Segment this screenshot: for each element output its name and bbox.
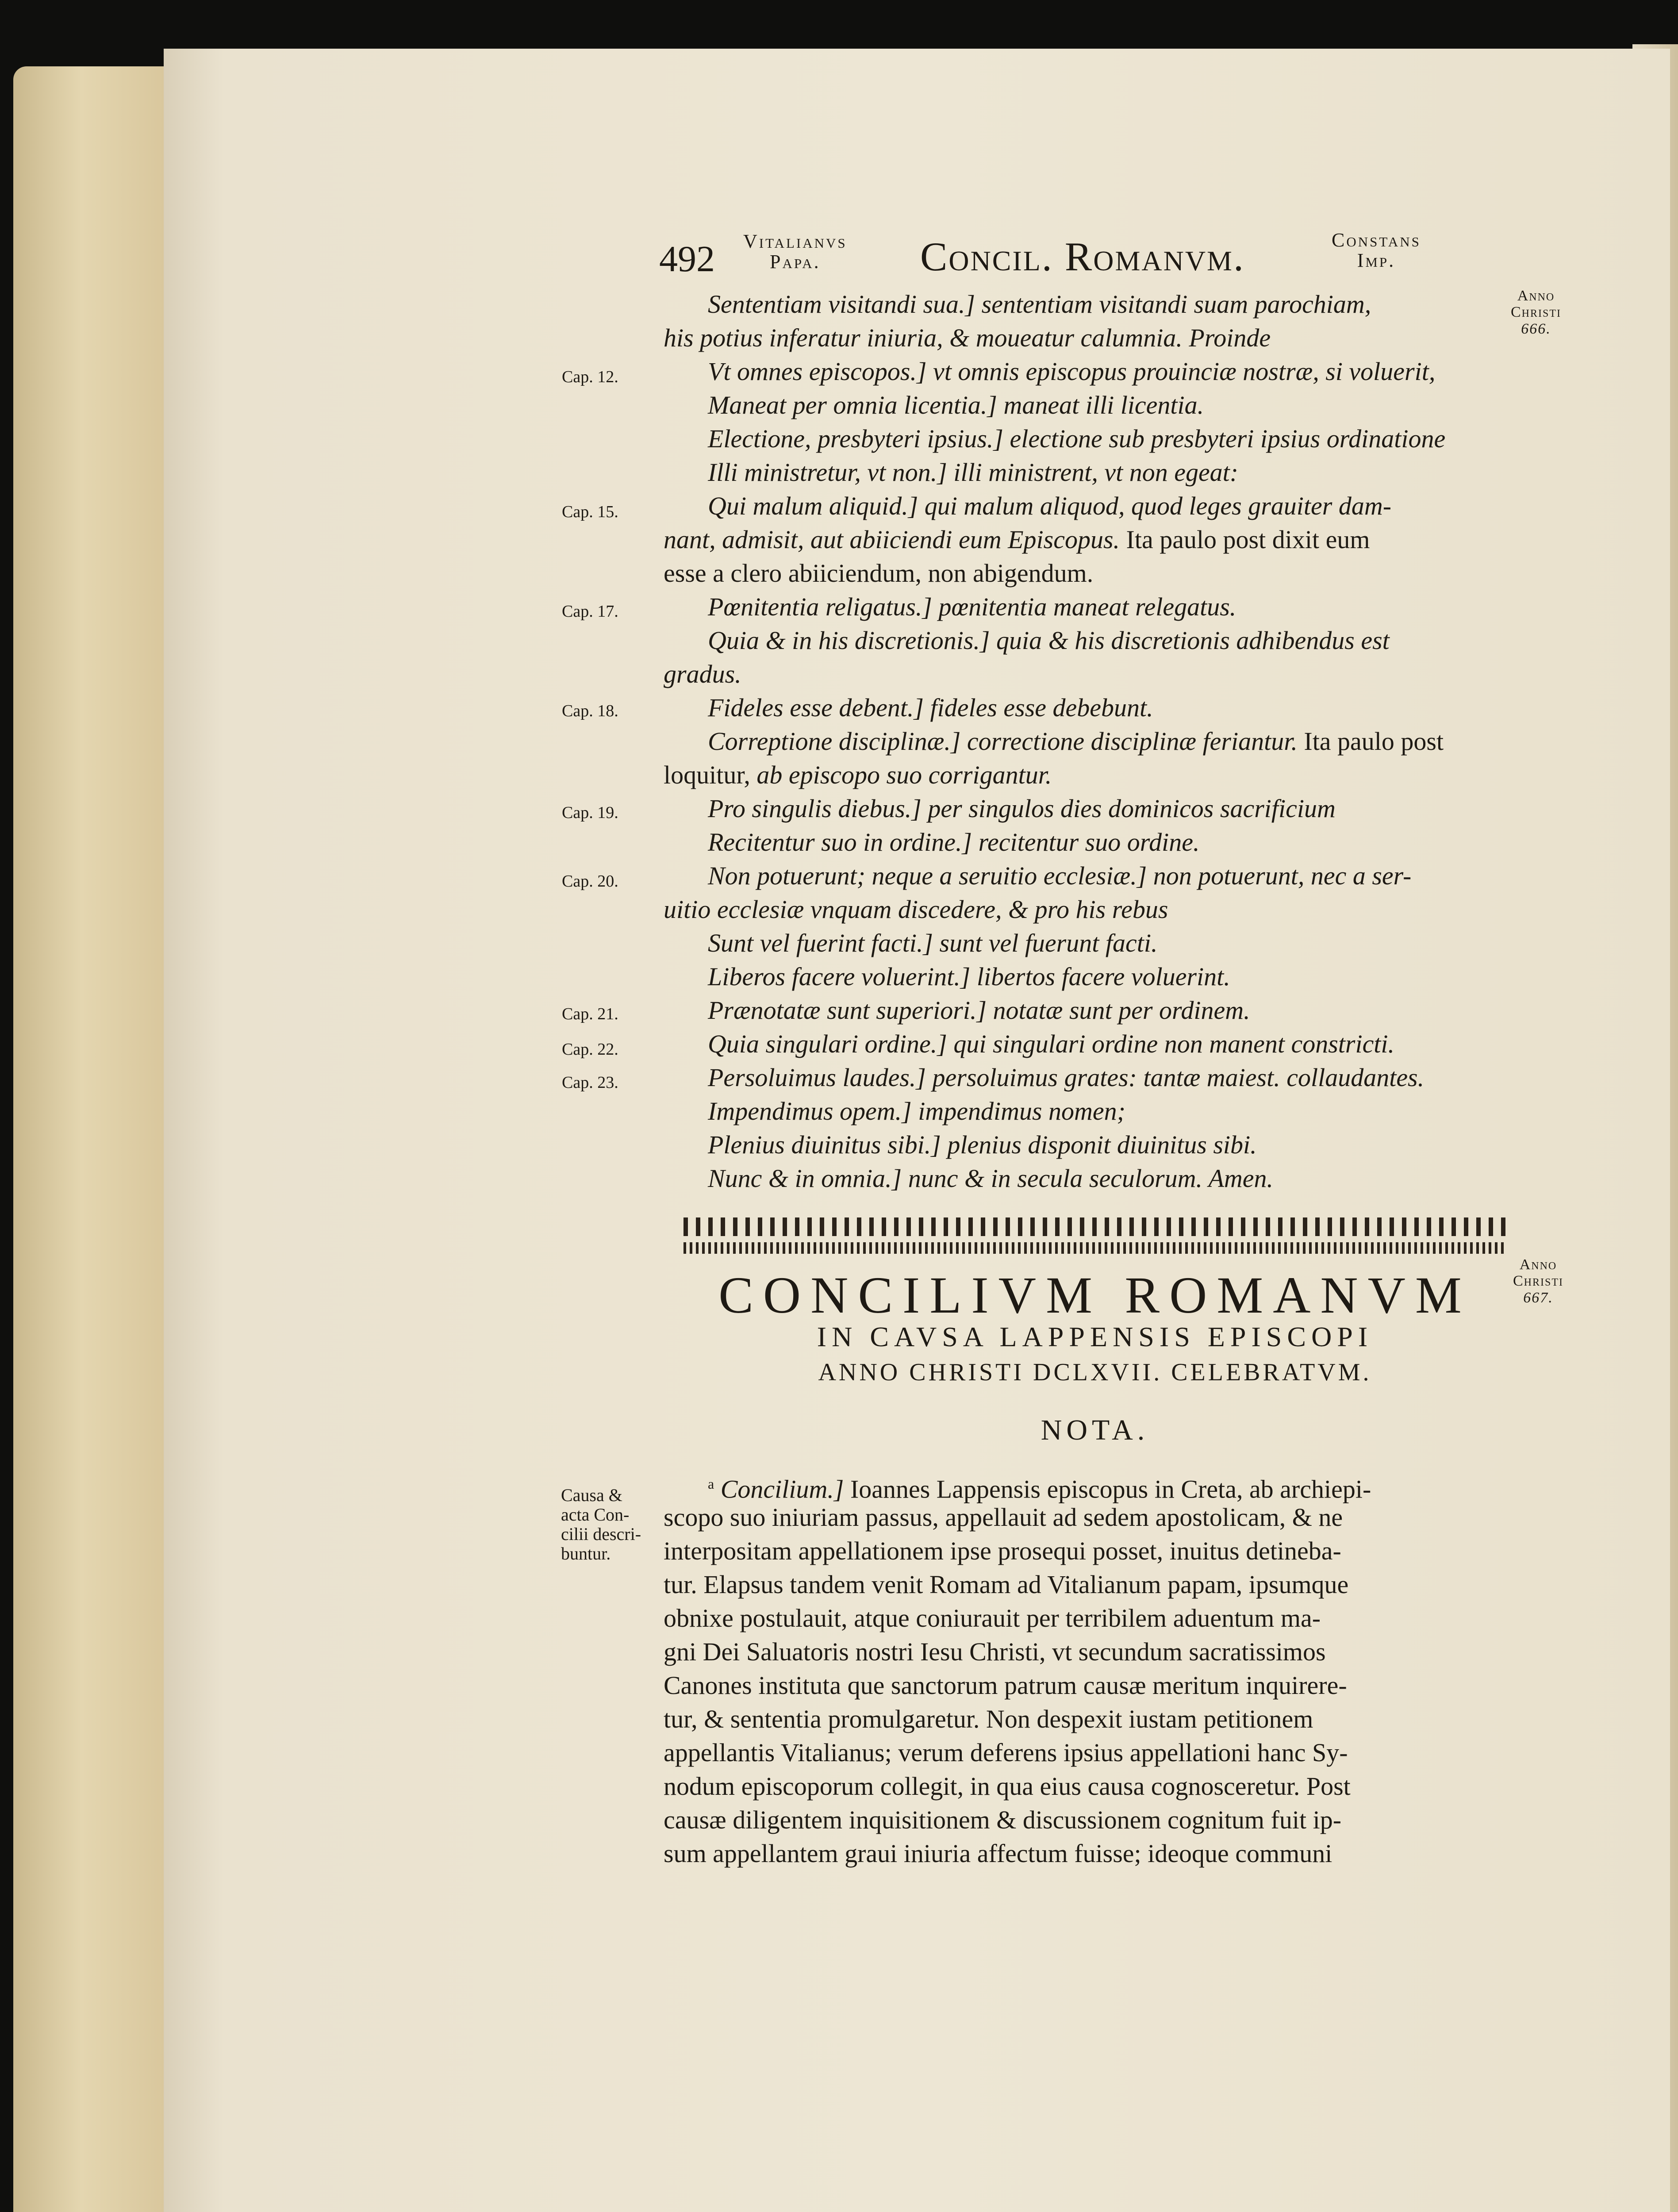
note-line (664, 725, 1504, 758)
note-roman: loquitur, (664, 760, 750, 789)
note-line (664, 321, 1504, 355)
note-line (664, 859, 1504, 893)
body-line: obnixe postulauit, atque coniurauit per terribilem aduentum ma- (664, 1604, 1321, 1632)
note-lemma: Sunt vel fuerint facti.] sunt vel fuerunt facti. (708, 929, 1158, 957)
note-lemma: gradus. (664, 660, 741, 688)
note-lemma: Liberos facere voluerint.] libertos facere voluerint. (708, 962, 1230, 991)
body-line: Canones instituta que sanctorum patrum causæ meritum inquirere- (664, 1671, 1347, 1700)
page-number: 492 (659, 238, 715, 280)
note-lemma: Nunc & in omnia.] nunc & in secula seculorum. Amen. (708, 1164, 1274, 1193)
anno-christi-667 (1513, 1256, 1563, 1306)
side-note-line: acta Con- (561, 1505, 630, 1525)
side-note-line: Causa & (561, 1485, 622, 1505)
note-line (664, 456, 1504, 489)
note-line (664, 422, 1504, 456)
note-lemma: Vt omnes episcopos.] vt omnis episcopus prouinciæ nostræ, si voluerit, (708, 357, 1436, 386)
note-line (664, 557, 1504, 590)
cap-label: Cap. 19. (562, 803, 618, 822)
note-line (664, 1162, 1504, 1195)
note-line (664, 758, 1504, 792)
cap-label: Cap. 12. (562, 368, 618, 386)
body-line: tur. Elapsus tandem venit Romam ad Vitalianum papam, ipsumque (664, 1570, 1349, 1599)
note-line (664, 355, 1504, 388)
anno-christi-666 (1511, 288, 1561, 337)
note-lemma: Qui malum aliquid.] qui malum aliquod, quod leges grauiter dam- (708, 492, 1392, 520)
note-lemma: Fideles esse debent.] fideles esse debebunt. (708, 693, 1153, 722)
council-subtitle: IN CAVSA LAPPENSIS EPISCOPI (817, 1321, 1373, 1352)
note-line (664, 926, 1504, 960)
body-line: appellantis Vitalianus; verum deferens ipsius appellationi hanc Sy- (664, 1738, 1348, 1767)
body-line: tur, & sententia promulgaretur. Non despexit iustam petitionem (664, 1705, 1313, 1733)
note-lemma: Quia & in his discretionis.] quia & his discretionis adhibendus est (708, 626, 1390, 655)
cap-label: Cap. 20. (562, 872, 618, 891)
header-title: Concil. Romanvm. (920, 234, 1245, 279)
note-line (664, 792, 1504, 826)
ornamental-band (683, 1217, 1506, 1254)
body-line: gni Dei Saluatoris nostri Iesu Christi, vt secundum sacratissimos (664, 1637, 1326, 1666)
note-lemma: Correptione disciplinæ.] correctione disciplinæ feriantur. (708, 727, 1298, 756)
nota-body-text (664, 1468, 1522, 1871)
header-left-line2: Papa. (769, 251, 821, 273)
anno-line: Anno (1517, 288, 1555, 304)
note-lemma: Impendimus opem.] impendimus nomen; (708, 1097, 1125, 1125)
header-right (1332, 230, 1421, 271)
note-lemma: Non potuerunt; neque a seruitio ecclesiæ.] non potuerunt, nec a ser- (708, 861, 1412, 890)
note-roman: esse a clero abiiciendum, non abigendum. (664, 559, 1094, 588)
side-note-line: buntur. (561, 1544, 611, 1563)
note-line (664, 994, 1504, 1027)
note-line (664, 1128, 1504, 1162)
note-lemma: Electione, presbyteri ipsius.] electione sub presbyteri ipsius ordinatione (708, 424, 1446, 453)
body-line: causæ diligentem inquisitionem & discussionem cognitum fuit ip- (664, 1805, 1342, 1834)
notes-text-block (664, 288, 1504, 1195)
note-line (664, 624, 1504, 657)
book-fore-edge (13, 66, 164, 2212)
nota-heading: NOTA. (1041, 1414, 1149, 1446)
note-line (664, 288, 1504, 321)
anno-line: Christi (1513, 1273, 1564, 1290)
note-lemma: ab episcopo suo corrigantur. (750, 760, 1052, 789)
body-line (664, 1468, 1522, 1502)
note-roman: Ita paulo post (1297, 727, 1444, 756)
body-lemma: Concilium.] (720, 1475, 844, 1504)
note-lemma: Pœnitentia religatus.] pœnitentia maneat relegatus. (708, 592, 1236, 621)
anno-line: Anno (1519, 1256, 1557, 1273)
header-right-line1: Constans (1332, 229, 1421, 251)
footnote-marker: a (708, 1476, 714, 1492)
body-line: nodum episcoporum collegit, in qua eius causa cognosceretur. Post (664, 1772, 1351, 1801)
note-lemma: Maneat per omnia licentia.] maneat illi licentia. (708, 391, 1204, 419)
anno-line: 667. (1523, 1289, 1553, 1306)
note-lemma: his potius inferatur iniuria, & moueatur calumnia. Proinde (664, 323, 1271, 352)
note-lemma: Recitentur suo in ordine.] recitentur suo ordine. (708, 828, 1200, 856)
note-lemma: Sententiam visitandi sua.] sententiam visitandi suam parochiam, (708, 290, 1371, 319)
cap-label: Cap. 18. (562, 702, 618, 720)
side-note (561, 1486, 641, 1563)
side-note-line: cilii descri- (561, 1524, 641, 1544)
body-line: interpositam appellationem ipse prosequi posset, inuitus detineba- (664, 1536, 1341, 1565)
note-line (664, 523, 1504, 557)
note-line (664, 691, 1504, 725)
note-line (664, 1094, 1504, 1128)
note-line (664, 1061, 1504, 1094)
note-line (664, 960, 1504, 994)
note-line (664, 893, 1504, 926)
anno-line: Christi (1511, 304, 1562, 321)
header-right-line2: Imp. (1357, 250, 1396, 272)
note-line (664, 388, 1504, 422)
council-title: CONCILIVM ROMANVM (718, 1266, 1471, 1324)
header-left-line1: Vitalianvs (743, 230, 847, 252)
note-lemma: Pro singulis diebus.] per singulos dies dominicos sacrificium (708, 794, 1336, 823)
body-line-text: Ioannes Lappensis episcopus in Creta, ab archiepi- (844, 1475, 1371, 1504)
council-date-line: ANNO CHRISTI DCLXVII. CELEBRATVM. (818, 1359, 1372, 1386)
cap-label: Cap. 23. (562, 1073, 618, 1092)
note-lemma: Plenius diuinitus sibi.] plenius disponit diuinitus sibi. (708, 1130, 1257, 1159)
note-lemma: uitio ecclesiæ vnquam discedere, & pro his rebus (664, 895, 1168, 924)
anno-line: 666. (1521, 320, 1551, 337)
header-left (743, 231, 847, 272)
cap-label: Cap. 17. (562, 602, 618, 621)
cap-label: Cap. 22. (562, 1040, 618, 1059)
note-lemma: Quia singulari ordine.] qui singulari ordine non manent constricti. (708, 1029, 1395, 1058)
note-lemma: Persoluimus laudes.] persoluimus grates: tantæ maiest. collaudantes. (708, 1063, 1425, 1092)
cap-label: Cap. 15. (562, 503, 618, 521)
note-line (664, 489, 1504, 523)
note-lemma: nant, admisit, aut abiiciendi eum Episcopus. (664, 525, 1120, 554)
note-line (664, 826, 1504, 859)
body-line: scopo suo iniuriam passus, appellauit ad sedem apostolicam, & ne (664, 1503, 1343, 1532)
note-roman: Ita paulo post dixit eum (1120, 525, 1370, 554)
note-lemma: Illi ministretur, vt non.] illi ministrent, vt non egeat: (708, 458, 1239, 487)
cap-label: Cap. 21. (562, 1005, 618, 1023)
running-header (659, 223, 1500, 281)
note-line (664, 657, 1504, 691)
body-line: sum appellantem graui iniuria affectum fuisse; ideoque communi (664, 1839, 1332, 1868)
note-line (664, 1027, 1504, 1061)
note-line (664, 590, 1504, 624)
note-lemma: Prænotatæ sunt superiori.] notatæ sunt per ordinem. (708, 996, 1250, 1025)
